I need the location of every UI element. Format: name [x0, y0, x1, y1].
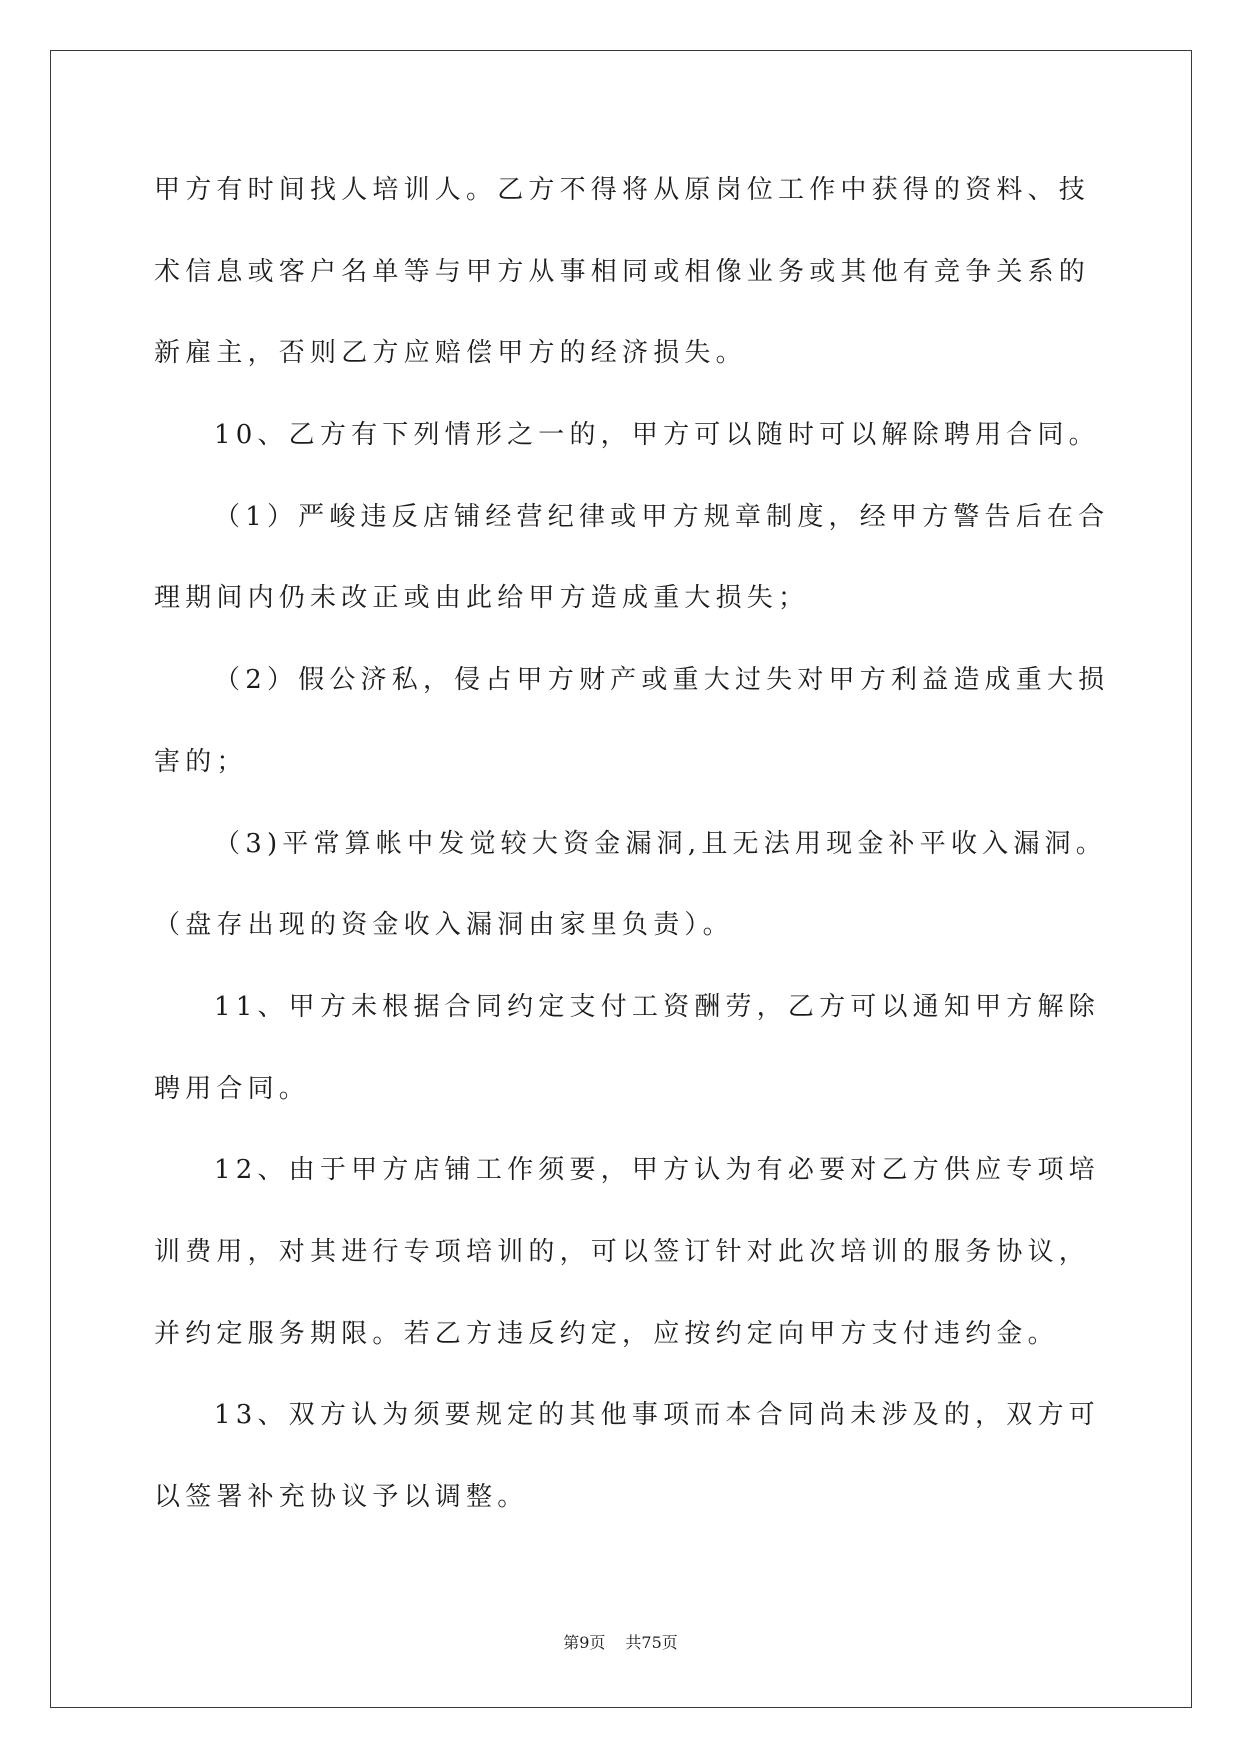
page-total: 共75页 [625, 1633, 678, 1652]
text-line: 10、乙方有下列情形之一的，甲方可以随时可以解除聘用合同。 [214, 420, 1100, 451]
text-line: 以签署补充协议予以调整。 [154, 1482, 529, 1512]
text-line: 12、由于甲方店铺工作须要，甲方认为有必要对乙方供应专项培 [214, 1155, 1100, 1186]
text-line: 术信息或客户名单等与甲方从事相同或相像业务或其他有竞争关系的 [154, 256, 1091, 287]
text-line: 新雇主，否则乙方应赔偿甲方的经济损失。 [154, 338, 747, 369]
text-line: 害的； [154, 746, 248, 777]
text-line: 聘用合同。 [154, 1073, 311, 1104]
page-number: 第9页 [563, 1633, 606, 1652]
text-line: （2）假公济私，侵占甲方财产或重大过失对甲方利益造成重大损 [214, 665, 1110, 696]
paragraph-clause-10 [154, 395, 1154, 477]
text-line: 甲方有时间找人培训人。乙方不得将从原岗位工作中获得的资料、技 [154, 175, 1091, 205]
text-line: （3)平常算帐中发觉较大资金漏洞,且无法用现金补平收入漏洞。 [214, 828, 1107, 859]
paragraph-clause-11 [154, 967, 1154, 1130]
paragraph-item-3 [154, 804, 1154, 967]
document-body [154, 150, 1154, 1539]
paragraph-item-1 [154, 477, 1154, 640]
text-line: （1）严峻违反店铺经营纪律或甲方规章制度，经甲方警告后在合 [214, 501, 1110, 532]
text-line: 11、甲方未根据合同约定支付工资酬劳，乙方可以通知甲方解除 [214, 991, 1100, 1022]
paragraph-clause-12 [154, 1130, 1154, 1375]
paragraph-item-2 [154, 640, 1154, 803]
text-line: 并约定服务期限。若乙方违反约定，应按约定向甲方支付违约金。 [154, 1318, 1059, 1349]
page-footer [0, 1630, 1241, 1656]
paragraph-clause-13 [154, 1375, 1154, 1538]
text-line: （盘存出现的资金收入漏洞由家里负责）。 [154, 910, 734, 941]
text-line: 训费用，对其进行专项培训的，可以签订针对此次培训的服务协议， [154, 1236, 1091, 1267]
paragraph-continuation [154, 150, 1154, 395]
text-line: 13、双方认为须要规定的其他事项而本合同尚未涉及的，双方可 [214, 1400, 1100, 1431]
text-line: 理期间内仍未改正或由此给甲方造成重大损失； [154, 583, 810, 614]
